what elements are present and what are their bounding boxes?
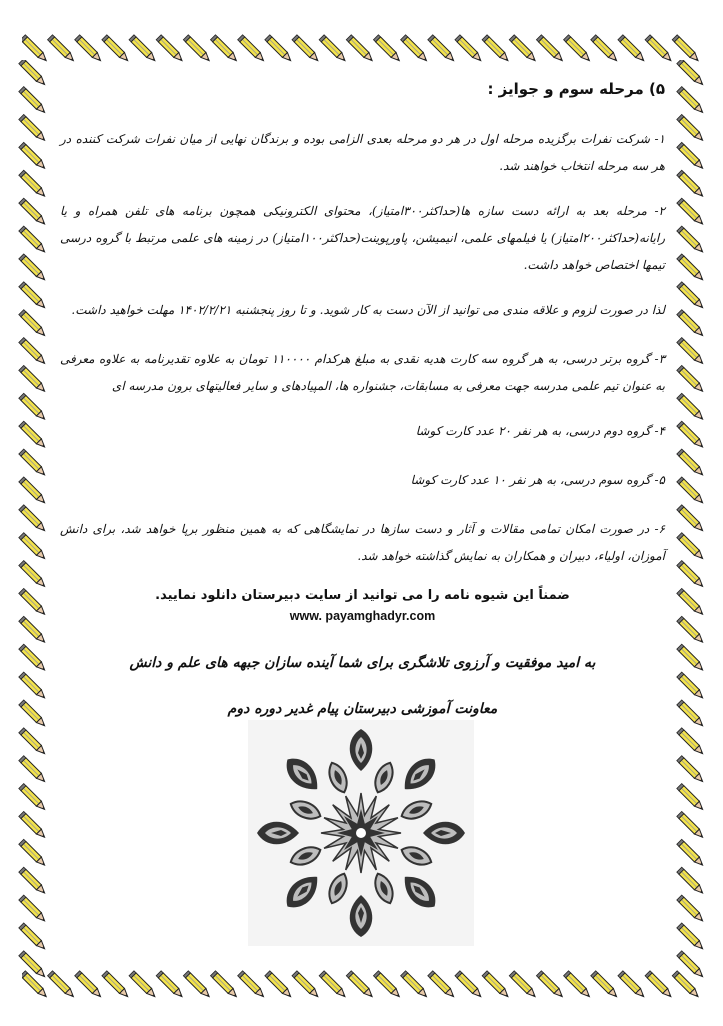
pencil-icon [455, 35, 483, 63]
pencil-icon [19, 505, 47, 533]
pencil-icon [19, 477, 47, 505]
pencil-border-top [22, 30, 701, 70]
pencil-icon [19, 951, 47, 979]
pencil-icon [238, 971, 266, 999]
pencil-icon [238, 35, 266, 63]
pencil-icon [19, 310, 47, 338]
pencil-icon [19, 254, 47, 282]
calligraphy-signature: معاونت آموزشی دبیرستان پیام غدیر دوره دوم [227, 701, 498, 717]
pencil-icon [509, 35, 537, 63]
pencil-icon [129, 971, 157, 999]
pencil-icon [183, 35, 211, 63]
pencil-icon [19, 198, 47, 226]
pencil-icon [591, 971, 619, 999]
calligraphy-wish: به امید موفقیت و آرزوی تلاشگری برای شما آینده سازان جبهه های علم و دانش [129, 655, 596, 671]
pencil-icon [401, 971, 429, 999]
pencil-icon [677, 393, 705, 421]
pencil-icon [19, 839, 47, 867]
pencil-icon [428, 971, 456, 999]
pencil-icon [19, 895, 47, 923]
pencil-icon [319, 971, 347, 999]
pencil-icon [210, 35, 238, 63]
pencil-icon [591, 35, 619, 63]
pencil-icon [373, 35, 401, 63]
pencil-icon [677, 756, 705, 784]
pencil-icon [292, 35, 320, 63]
pencil-icon [677, 226, 705, 254]
pencil-border-right [672, 60, 712, 980]
pencil-icon [19, 616, 47, 644]
paragraph-5: ۵- گروه سوم درسی، به هر نفر ۱۰ عدد کارت کوشا [410, 473, 665, 487]
pencil-icon [672, 35, 700, 63]
pencil-icon [677, 533, 705, 561]
website-link[interactable]: www. payamghadyr.com [289, 609, 436, 623]
pencil-icon [677, 142, 705, 170]
pencil-icon [677, 421, 705, 449]
pencil-icon [401, 35, 429, 63]
pencil-icon [645, 971, 673, 999]
paragraph-deadline: لذا در صورت لزوم و علاقه مندی می توانید از الآن دست به کار شوید. و تا روز پنجشنبه ۱۴۰۲/۲/۲۱ مهلت خواهید داشت. [71, 303, 665, 317]
pencil-icon [19, 421, 47, 449]
pencil-icon [48, 35, 76, 63]
pencil-icon [19, 365, 47, 393]
pencil-icon [677, 561, 705, 589]
pencil-icon [75, 971, 103, 999]
pencil-icon [156, 971, 184, 999]
pencil-icon [677, 672, 705, 700]
pencil-icon [19, 114, 47, 142]
pencil-icon [536, 971, 564, 999]
pencil-icon [677, 728, 705, 756]
pencil-icon [183, 971, 211, 999]
pencil-icon [265, 971, 293, 999]
pencil-icon [346, 971, 374, 999]
pencil-icon [482, 35, 510, 63]
paragraph-4: ۴- گروه دوم درسی، به هر نفر ۲۰ عدد کارت کوشا [415, 424, 665, 438]
pencil-border-bottom [22, 966, 701, 1006]
pencil-icon [19, 226, 47, 254]
pencil-icon [677, 310, 705, 338]
islamic-rosette-ornament [248, 720, 474, 946]
pencil-icon [19, 672, 47, 700]
pencil-icon [210, 971, 238, 999]
pencil-icon [677, 198, 705, 226]
pencil-icon [564, 971, 592, 999]
pencil-icon [319, 35, 347, 63]
pencil-icon [645, 35, 673, 63]
pencil-icon [156, 35, 184, 63]
download-notice: ضمناً این شیوه نامه را می توانید از سایت دبیرستان دانلود نمایید. [155, 588, 570, 603]
pencil-icon [677, 449, 705, 477]
pencil-icon [677, 87, 705, 115]
pencil-icon [677, 254, 705, 282]
pencil-icon [19, 644, 47, 672]
pencil-icon [19, 923, 47, 951]
pencil-icon [129, 35, 157, 63]
pencil-icon [509, 971, 537, 999]
pencil-icon [677, 895, 705, 923]
pencil-icon [19, 87, 47, 115]
pencil-icon [22, 35, 49, 63]
pencil-icon [19, 700, 47, 728]
paragraph-3: ۳- گروه برتر درسی، به هر گروه سه کارت هدیه نقدی به مبلغ هرکدام ۱۱۰۰۰۰ تومان به علاوه تقدیرنامه به علاوه معرفی به عنوان تیم علمی مدرسه جهت معرفی به مسابقات، جشنواره ها، المپیادهای و سایر فعالیتهای برون مدرسه ای [60, 352, 666, 393]
pencil-icon [677, 784, 705, 812]
pencil-icon [75, 35, 103, 63]
pencil-icon [455, 971, 483, 999]
pencil-icon [19, 338, 47, 366]
pencil-icon [265, 35, 293, 63]
pencil-icon [677, 365, 705, 393]
pencil-icon [677, 923, 705, 951]
pencil-icon [19, 784, 47, 812]
pencil-icon [19, 811, 47, 839]
pencil-icon [677, 644, 705, 672]
pencil-icon [19, 282, 47, 310]
pencil-icon [19, 728, 47, 756]
pencil-icon [677, 282, 705, 310]
pencil-icon [677, 951, 705, 979]
pencil-icon [677, 338, 705, 366]
pencil-icon [102, 35, 130, 63]
pencil-icon [536, 35, 564, 63]
pencil-icon [677, 867, 705, 895]
pencil-icon [19, 449, 47, 477]
pencil-icon [19, 867, 47, 895]
pencil-icon [677, 505, 705, 533]
pencil-icon [102, 971, 130, 999]
pencil-icon [19, 142, 47, 170]
pencil-icon [677, 60, 705, 87]
paragraph-2: ۲- مرحله بعد به ارائه دست سازه ها(حداکثر۳۰۰امتیاز)، محتوای الکترونیکی همچون برنامه های تلفن همراه و یا رایانه(حداکثر۲۰۰امتیاز) یا فیلمهای علمی، انیمیشن، پاورپوینت(حداکثر۱۰۰امتیاز) در زمینه های علمی مرتبط با گروه درسی تیمها اختصاص خواهد داشت. [60, 204, 665, 272]
pencil-icon [19, 561, 47, 589]
paragraph-6: ۶- در صورت امکان تمامی مقالات و آثار و دست سازها در نمایشگاهی که به همین منظور برپا خواهد شد، برای دانش آموزان، اولیاء، دبیران و همکاران به نمایش گذاشته خواهد شد. [60, 522, 665, 563]
pencil-icon [677, 616, 705, 644]
pencil-icon [19, 588, 47, 616]
pencil-border-left [14, 60, 54, 980]
pencil-icon [564, 35, 592, 63]
pencil-icon [346, 35, 374, 63]
pencil-icon [618, 35, 646, 63]
paragraph-1: ۱- شرکت نفرات برگزیده مرحله اول در هر دو مرحله بعدی الزامی بوده و برندگان نهایی از میان نفرات شرکت کننده در هر سه مرحله انتخاب خواهند شد. [60, 132, 665, 173]
pencil-icon [19, 60, 47, 87]
pencil-icon [677, 839, 705, 867]
pencil-icon [19, 170, 47, 198]
pencil-icon [428, 35, 456, 63]
section-heading: ۵) مرحله سوم و جوایز : [487, 80, 665, 98]
pencil-icon [19, 533, 47, 561]
pencil-icon [19, 393, 47, 421]
pencil-icon [677, 811, 705, 839]
pencil-icon [618, 971, 646, 999]
pencil-icon [482, 971, 510, 999]
pencil-icon [677, 700, 705, 728]
pencil-icon [677, 114, 705, 142]
pencil-icon [677, 477, 705, 505]
pencil-icon [373, 971, 401, 999]
pencil-icon [292, 971, 320, 999]
pencil-icon [19, 756, 47, 784]
pencil-icon [677, 588, 705, 616]
pencil-icon [677, 170, 705, 198]
